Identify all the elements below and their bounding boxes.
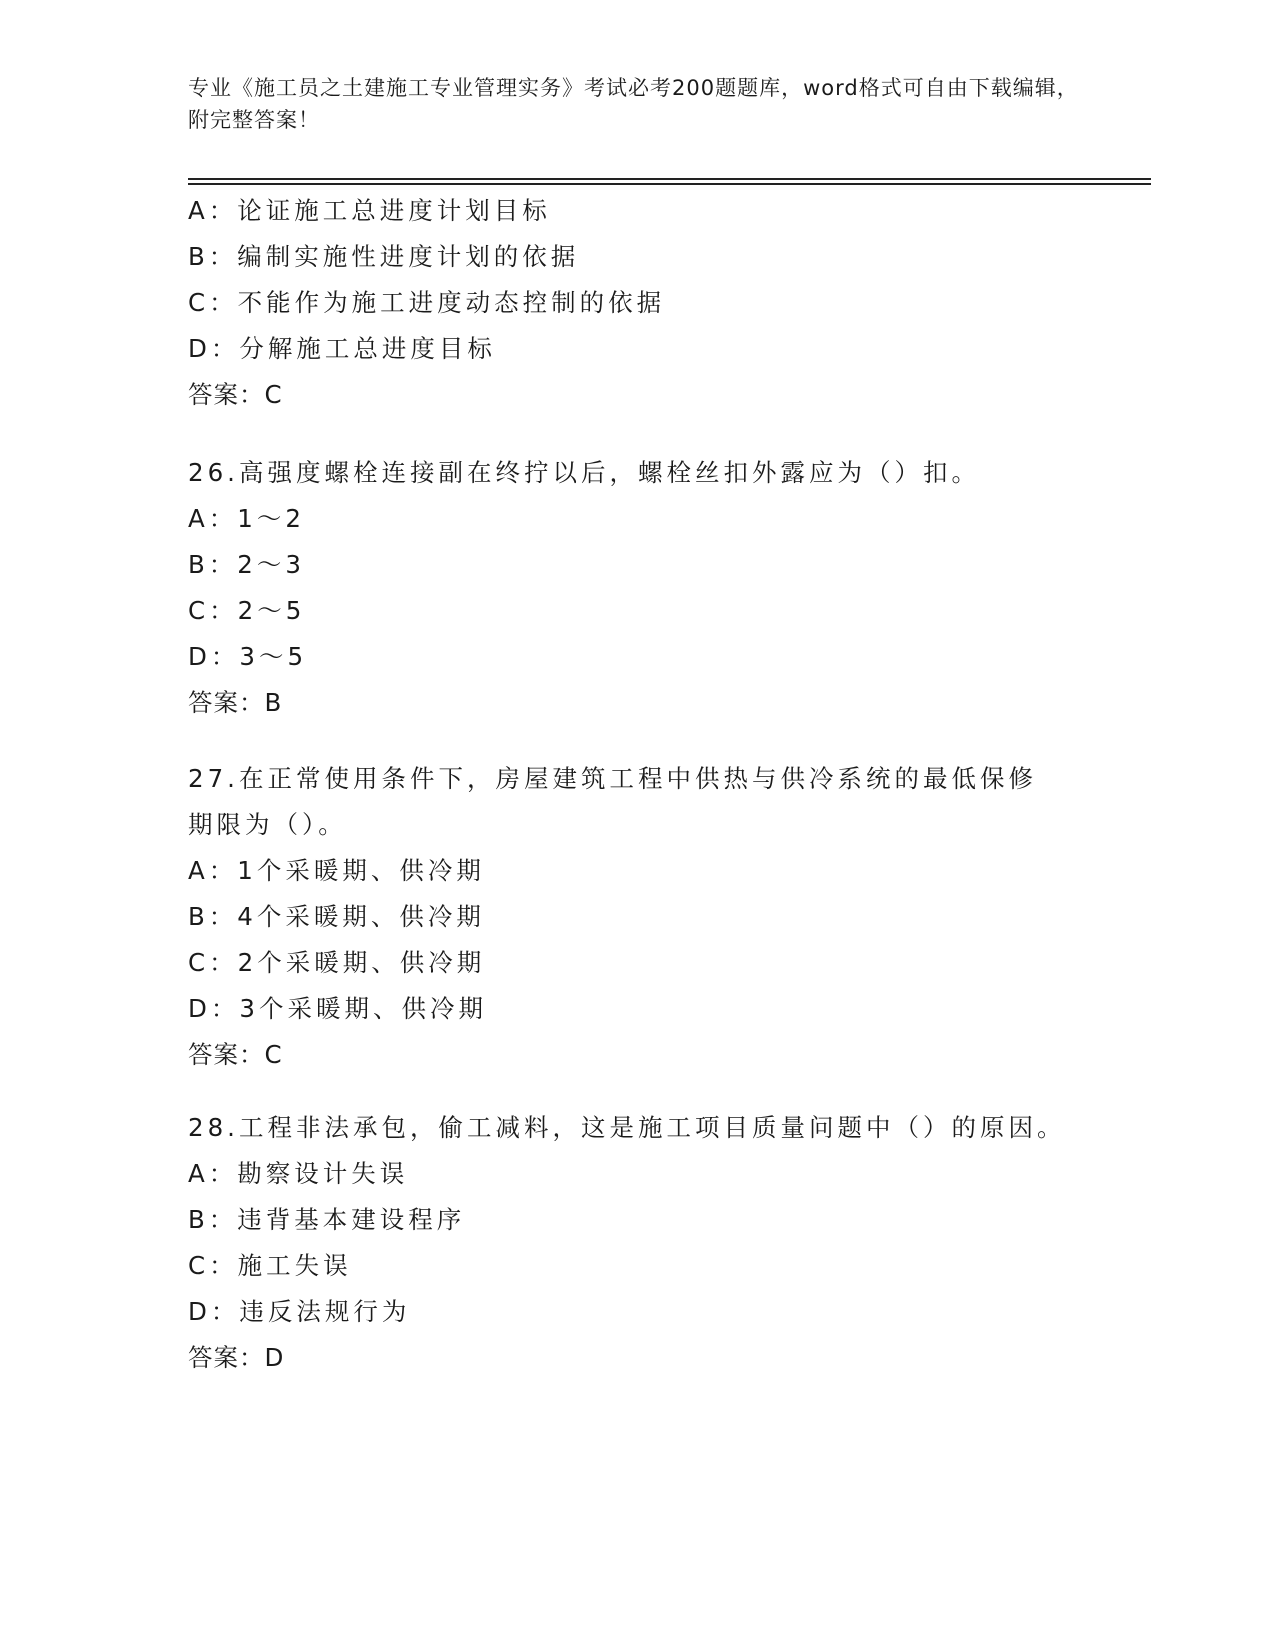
question-25 <box>188 188 1088 418</box>
question-stem: 27.在正常使用条件下，房屋建筑工程中供热与供冷系统的最低保修期限为（）。 <box>188 764 1037 839</box>
answer: 答案：C <box>188 1040 283 1069</box>
option-c: C：施工失误 <box>188 1251 352 1280</box>
question-27 <box>188 756 1088 1078</box>
option-d: D：3～5 <box>188 642 308 671</box>
question-stem: 26.高强度螺栓连接副在终拧以后，螺栓丝扣外露应为（）扣。 <box>188 458 980 487</box>
option-c: C：2个采暖期、供冷期 <box>188 948 486 977</box>
option-b: B：编制实施性进度计划的依据 <box>188 242 580 271</box>
answer: 答案：B <box>188 688 283 717</box>
option-a: A：论证施工总进度计划目标 <box>188 196 551 225</box>
option-b: B：违背基本建设程序 <box>188 1205 466 1234</box>
option-c: C：2～5 <box>188 596 306 625</box>
header-rule-bottom <box>188 183 1151 185</box>
header-rule-top <box>188 178 1151 180</box>
option-d: D：3个采暖期、供冷期 <box>188 994 487 1023</box>
question-stem: 28.工程非法承包，偷工减料，这是施工项目质量问题中（）的原因。 <box>188 1113 1066 1142</box>
answer: 答案：C <box>188 380 283 409</box>
option-b: B：4个采暖期、供冷期 <box>188 902 485 931</box>
option-d: D：分解施工总进度目标 <box>188 334 496 363</box>
option-a: A：1～2 <box>188 504 305 533</box>
option-c: C：不能作为施工进度动态控制的依据 <box>188 288 666 317</box>
question-26 <box>188 450 1088 726</box>
option-a: A：勘察设计失误 <box>188 1159 409 1188</box>
option-d: D：违反法规行为 <box>188 1297 411 1326</box>
option-b: B：2～3 <box>188 550 305 579</box>
answer: 答案：D <box>188 1343 285 1372</box>
option-a: A：1个采暖期、供冷期 <box>188 856 485 885</box>
question-28 <box>188 1105 1088 1381</box>
document-header: 专业《施工员之土建施工专业管理实务》考试必考200题题库，word格式可自由下载编辑，附完整答案！ <box>188 76 1079 132</box>
